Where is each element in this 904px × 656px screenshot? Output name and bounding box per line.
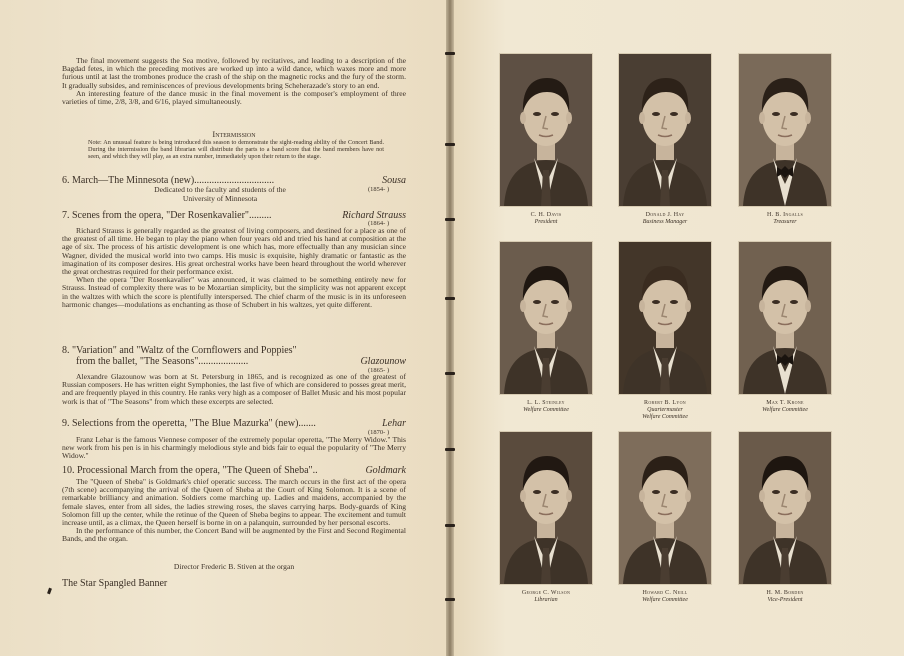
- binding-stitch: [445, 524, 455, 527]
- portrait-photo: [739, 242, 831, 394]
- composer-dates: (1854- ): [368, 186, 390, 193]
- closing-anthem: The Star Spangled Banner: [62, 578, 168, 589]
- person-role: Librarian: [534, 597, 558, 603]
- program-item-8-line2: [76, 356, 406, 367]
- portrait-photo: [500, 54, 592, 206]
- portrait-photo: [500, 432, 592, 584]
- portrait-photo: [739, 54, 831, 206]
- item-paragraph: The "Queen of Sheba" is Goldmark's chief operatic success. The march occurs in the first act of the opera (7th scene) accompanying the arrival of the Queen of Sheba at the Court of King Solomon. It is a scene of remarkable brilliancy and animation. Soldiers come marching up. Ladies and maidens, accompanied by the female slaves, enter from all sides, the ladies strewing roses, the slaves carrying harps. Body-guards of King Solomon fill up the center, while the retinue of the Queen of Sheba begins to appear. The excitement and tumult increase until, as a climax, the Queen herself is borne in on a palanquin, surrounded by her personal escorts.: [62, 477, 406, 528]
- left-page: [0, 0, 448, 656]
- person-role: Welfare Committee: [642, 597, 688, 603]
- composer-dates: (1865- ): [368, 367, 390, 374]
- person-role: Treasurer: [773, 219, 797, 225]
- item-heading: 10. Processional March from the opera, "The Queen of Sheba"..: [62, 465, 318, 476]
- item-heading: 7. Scenes from the opera, "Der Rosenkavalier".........: [62, 210, 272, 221]
- portrait-photo: [619, 242, 711, 394]
- person-role: Welfare Committee: [642, 414, 688, 420]
- person-name: Howard C. Neill: [642, 590, 688, 596]
- dedication-line: Dedicated to the faculty and students of the: [154, 185, 286, 194]
- portrait-photo: [739, 432, 831, 584]
- item-7-text: [62, 227, 406, 309]
- person-name: Max T. Krone: [766, 400, 804, 406]
- person-name: Donald J. Hay: [645, 212, 685, 218]
- item-paragraph: Franz Lehar is the famous Viennese composer of the extremely popular operetta, "The Merry Widow." This new work from his pen is in his charmingly melodious style and bids fair to equal the popularity of "The Merry Widow.": [62, 435, 406, 461]
- binding-stitch: [445, 218, 455, 221]
- person-name: C. H. Davis: [530, 212, 562, 218]
- portrait-caption: [605, 400, 725, 421]
- intro-paragraph: The final movement suggests the Sea motive, followed by recitatives, and leading to a description of the Bagdad fetes, in which the preceding motives are worked up into a wild dance, which waxes more and more furious until at last the trombones produce the crash of the ship on the magnetic rocks and the fury of the storm. It gradually subsides, and reminiscences of previous developments bring Scheherazade's story to an end.: [62, 56, 406, 90]
- person-role: President: [534, 219, 558, 225]
- item-paragraph: When the opera "Der Rosenkavalier" was announced, it was claimed to be something entirely new for Strauss. Instead of complexity there was to be Mozartian simplicity, but the simplicity was not apparent except in the waltzes with which the score is plentifully interspersed. The chief charm of the music is in its unforeseen harmonic changes—modulations as enchanting as those of Schubert in his waltzes, yet quite different.: [62, 275, 406, 309]
- portrait-caption: [725, 590, 845, 604]
- program-item-7: [62, 210, 406, 221]
- portrait-caption: [486, 212, 606, 226]
- person-role: Welfare Committee: [762, 407, 808, 413]
- person-name: L. L. Steinley: [527, 400, 565, 406]
- portrait-photo: [500, 242, 592, 394]
- person-name: H. M. Borden: [766, 590, 804, 596]
- item-paragraph: Alexandre Glazounow was born at St. Petersburg in 1865, and is recognized as one of the greatest of Russian composers. He has written eight Symphonies, the last five of which are considered to posses great merit, and are frequently played in this country. He ranks very high as a composer of Ballet Music and his most popular work is that of "The Seasons" from which these excerpts are selected.: [62, 372, 406, 406]
- person-name: H. B. Ingalls: [766, 212, 803, 218]
- composer: Lehar: [382, 418, 406, 429]
- item-heading: 6. March—The Minnesota (new)................................: [62, 175, 275, 186]
- director-line: Director Frederic B. Stiven at the organ: [173, 562, 295, 571]
- book-gutter: [446, 0, 454, 656]
- binding-stitch: [445, 448, 455, 451]
- intro-paragraph: An interesting feature of the dance music in the final movement is the composer's employment of three varieties of time, 2/8, 3/8, and 6/16, played simultaneously.: [62, 88, 406, 107]
- intermission-note: Note: An unusual feature is being introduced this season to demonstrate the sight-reading ability of the Concert Band. During the intermission the band librarian will distribute the parts to a band score that the band members have not seen, and which they will play, as an extra number, immediately upon their return to the stage.: [88, 139, 384, 160]
- composer: Glazounow: [360, 356, 406, 367]
- composer: Richard Strauss: [342, 210, 406, 221]
- program-item-10: [62, 465, 406, 476]
- item-10-text: [62, 478, 406, 544]
- binding-stitch: [445, 143, 455, 146]
- binding-stitch: [445, 52, 455, 55]
- item-heading: 9. Selections from the operetta, "The Blue Mazurka" (new).......: [62, 418, 316, 429]
- portrait-caption: [605, 212, 725, 226]
- portrait-caption: [486, 400, 606, 414]
- portrait-photo: [619, 432, 711, 584]
- program-item-8: [62, 345, 406, 356]
- portrait-photo: [619, 54, 711, 206]
- portrait-caption: [605, 590, 725, 604]
- item-8-text: [62, 373, 406, 406]
- composer: Sousa: [382, 175, 406, 186]
- binding-stitch: [445, 598, 455, 601]
- portrait-caption: [725, 400, 845, 414]
- dedication-line: University of Minnesota: [182, 193, 258, 203]
- person-name: Robert B. Lyon: [644, 400, 686, 406]
- binding-stitch: [445, 297, 455, 300]
- item-9-text: [62, 436, 406, 461]
- binding-stitch: [445, 372, 455, 375]
- portrait-caption: [486, 590, 606, 604]
- ink-mark: [47, 588, 52, 595]
- person-role: Business Manager: [642, 219, 688, 225]
- item-paragraph: Richard Strauss is generally regarded as the greatest of living composers, and destined for a place as one of the greatest of all time. He began to play the piano when four years old and tried his hand at composition at the age of six. The process of his artistic development is one which has, more effectually than any musician since Wagner, divided the musical world into two camps. His music is exquisite, highly dramatic or fantastic as the imagination of its composer desires. His great orchestral works have been heard throughout the world wherever the great orchestras required for their performance exist.: [62, 226, 406, 277]
- portrait-caption: [725, 212, 845, 226]
- person-role: Welfare Committee: [523, 407, 569, 413]
- intro-text: [62, 57, 406, 106]
- intermission-title: Intermission: [212, 129, 256, 139]
- composer-dates: (1864- ): [368, 220, 390, 227]
- item-6-dedication: [130, 186, 310, 203]
- item-paragraph: In the performance of this number, the Concert Band will be augmented by the First and Second Regimental Bands, and the organ.: [62, 526, 406, 544]
- person-name: George C. Wilson: [521, 590, 571, 596]
- composer: Goldmark: [365, 465, 406, 476]
- item-heading: from the ballet, "The Seasons"....................: [76, 356, 249, 367]
- composer-dates: (1870- ): [368, 429, 390, 436]
- person-role: Vice-President: [767, 597, 803, 603]
- program-item-9: [62, 418, 406, 429]
- item-heading: 8. "Variation" and "Waltz of the Cornflowers and Poppies": [62, 345, 297, 356]
- person-role: Quartermaster: [647, 407, 683, 413]
